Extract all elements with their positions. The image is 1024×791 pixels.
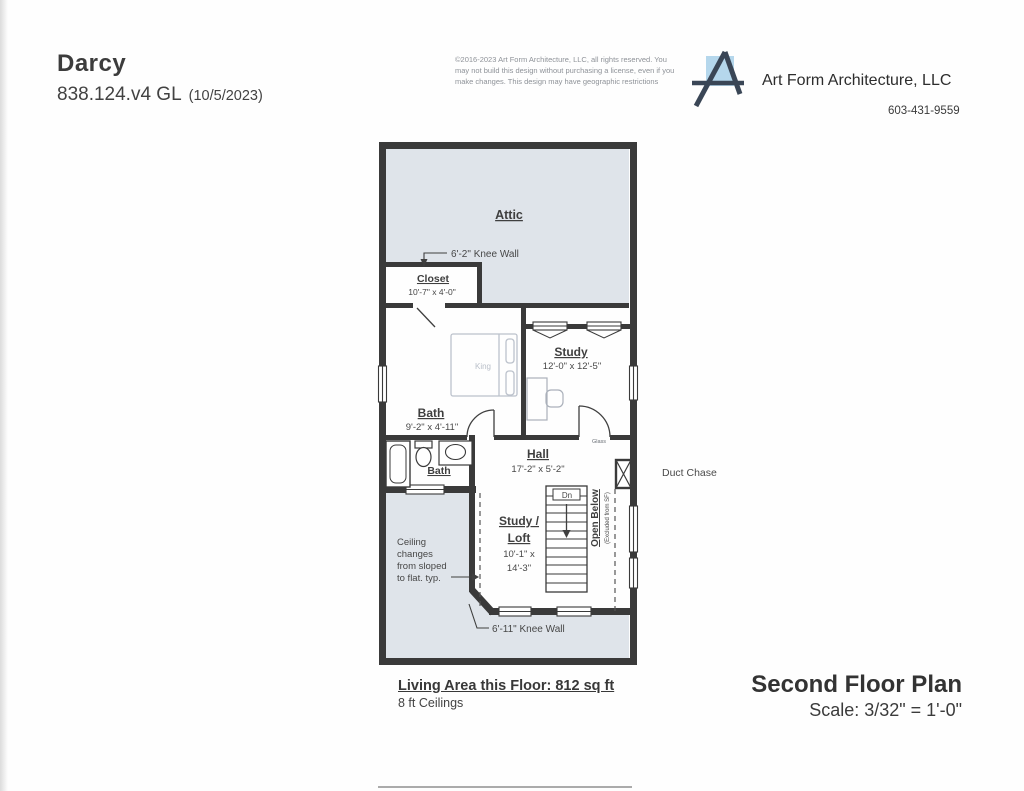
copyright-notice	[455, 54, 707, 87]
loft-label-line2: Loft	[507, 531, 531, 545]
knee-wall-upper-label: 6'-2" Knee Wall	[451, 249, 519, 260]
bath-dims: 9'-2" x 4'-11"	[405, 422, 459, 433]
scan-bottom-line	[378, 786, 632, 788]
plan-number-line	[57, 84, 263, 106]
knee-wall-lower-label: 6'-11" Knee Wall	[492, 624, 565, 635]
loft-dims-line2: 14'-3"	[506, 563, 532, 574]
copyright-line: ©2016-2023 Art Form Architecture, LLC, all rights reserved. You	[455, 55, 667, 64]
loft-label-line1: Study /	[498, 514, 540, 528]
drawing-scale: Scale: 3/32" = 1'-0"	[809, 700, 962, 720]
toilet	[415, 441, 432, 467]
glass-label: Glass	[591, 439, 607, 445]
drawing-title: Second Floor Plan	[751, 671, 962, 698]
sink-vanity	[439, 441, 472, 465]
bathtub	[386, 441, 410, 487]
copyright-line: make changes. This design may have geographic restrictions	[455, 77, 659, 86]
bath-label: Bath	[417, 406, 445, 420]
company-logo-icon	[690, 50, 748, 108]
staircase	[546, 486, 587, 592]
king-bed-label: King	[474, 362, 492, 371]
stairs-dn-label: Dn	[561, 491, 573, 500]
dormer-window-marks	[533, 330, 621, 338]
plan-number: 838.124.v4 GL	[57, 84, 182, 105]
ceiling-note-line: to flat. typ.	[397, 573, 441, 584]
floor-plan	[377, 140, 640, 669]
open-below-note: (Excluded from SF)	[605, 492, 611, 544]
duct-chase-box	[616, 460, 631, 488]
floor-plan-svg	[377, 140, 640, 669]
plan-date: (10/5/2023)	[188, 88, 263, 104]
bath2-label: Bath	[427, 465, 451, 477]
desk-and-chair	[527, 378, 563, 420]
leader-arrowhead	[472, 573, 479, 581]
loft-dims-line1: 10'-1" x	[503, 549, 535, 560]
ceiling-note-line: Ceiling	[397, 537, 427, 548]
copyright-line: may not build this design without purchasing a license, even if you	[455, 66, 675, 75]
closet-dims: 10'-7" x 4'-0"	[408, 287, 456, 297]
company-phone: 603-431-9559	[888, 105, 960, 117]
closet-label: Closet	[416, 273, 450, 285]
study-label: Study	[554, 345, 588, 359]
ceiling-note-line: changes	[397, 549, 433, 560]
ceiling-note-line: from sloped	[397, 561, 447, 572]
plan-name: Darcy	[57, 50, 127, 77]
open-below-label: Open Below	[590, 489, 601, 547]
hall-dims: 17'-2" x 5'-2"	[511, 464, 565, 475]
scan-edge-shadow	[0, 0, 8, 791]
company-name: Art Form Architecture, LLC	[762, 72, 952, 89]
duct-chase-label: Duct Chase	[662, 467, 717, 479]
ceiling-height-label: 8 ft Ceilings	[398, 696, 464, 710]
attic-label: Attic	[495, 208, 523, 222]
study-dims: 12'-0" x 12'-5"	[542, 361, 602, 372]
living-area-label: Living Area this Floor: 812 sq ft	[398, 678, 615, 694]
hall-label: Hall	[526, 447, 550, 461]
